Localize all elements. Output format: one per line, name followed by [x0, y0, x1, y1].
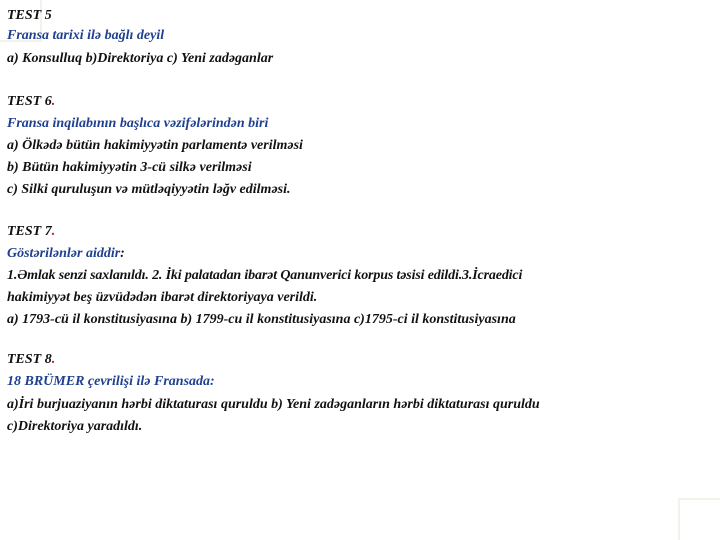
test7-title-dot: .	[51, 224, 56, 239]
test6-title-dot: .	[51, 94, 56, 109]
test8-title-dot: .	[51, 352, 56, 367]
test8-answers-line2: c)Direktoriya yaradıldı.	[7, 419, 143, 434]
test7-answers: a) 1793-cü il konstitusiyasına b) 1799-cu il konstitusiyasına c)1795-ci il konstitusiyasına	[7, 312, 516, 327]
test6-title: TEST 6	[7, 94, 52, 109]
test5-answers: a) Konsulluq b)Direktoriya c) Yeni zadəganlar	[7, 51, 274, 66]
test8-answers-line1: a)İri burjuaziyanın hərbi diktaturası quruldu b) Yeni zadəganların hərbi diktaturası quruldu	[7, 397, 540, 412]
test6-question: Fransa inqilabının başlıca vəzifələrindən biri	[7, 116, 269, 131]
test7-statement-line1: 1.Əmlak senzi saxlanıldı. 2. İki palatadan ibarət Qanunverici korpus təsisi edildi.3.İcraedici	[7, 268, 523, 283]
test6-answer-a: a) Ölkədə bütün hakimiyyətin parlamentə verilməsi	[7, 138, 303, 153]
test8-question: 18 BRÜMER çevrilişi ilə Fransada:	[7, 374, 215, 389]
test6-answer-b: b) Bütün hakimiyyətin 3-cü silkə verilməsi	[7, 160, 252, 175]
test5-title: TEST 5	[7, 8, 52, 23]
test7-title: TEST 7	[7, 224, 52, 239]
test7-question: Göstərilənlər aiddir	[7, 246, 121, 261]
test5-question: Fransa tarixi ilə bağlı deyil	[7, 28, 165, 43]
test7-title-line	[7, 222, 55, 242]
corner-decoration	[678, 498, 720, 540]
test7-question-line	[7, 244, 125, 264]
test7-statement-line2: hakimiyyət beş üzvüdədən ibarət direktoriyaya verildi.	[7, 290, 318, 305]
test6-answer-c: c) Silki quruluşun və mütləqiyyətin ləğv edilməsi.	[7, 182, 291, 197]
test6-title-line	[7, 92, 55, 112]
test8-title: TEST 8	[7, 352, 52, 367]
test8-title-line	[7, 350, 55, 370]
test7-question-colon: :	[120, 246, 125, 261]
